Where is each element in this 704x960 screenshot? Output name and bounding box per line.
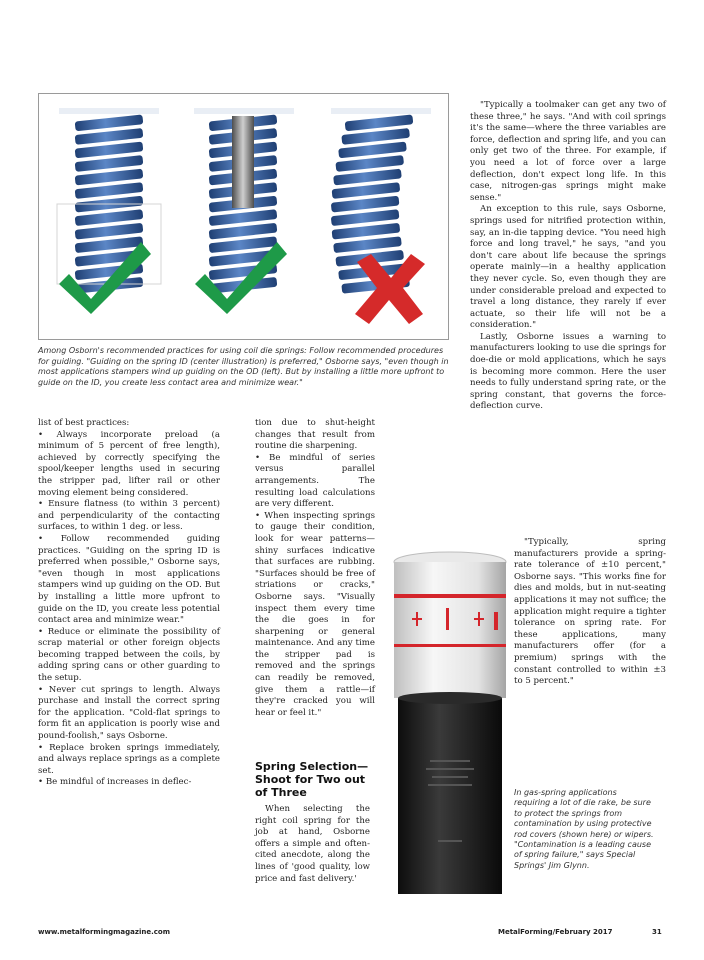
photo-caption: In gas-spring applications requiring a lot of die rake, be sure to protect the springs from contamination by using protective rod covers (shown here) or wipers. "Contamination is a leading cause of spring failure," says Special Springs' Jim Glynn. [514,788,654,870]
spring-coil [332,223,401,240]
page-number: 31 [652,928,662,936]
spring-coil [75,236,144,253]
body-paragraph: When selecting the right coil spring for the job at hand, Osborne offers a simple and often-cited anecdote, along the lines of 'good quality, low price and fast delivery.' [255,804,370,884]
body-paragraph: tion due to shut-height changes that result from routine die sharpening. [255,418,375,452]
spring-coil [209,236,278,253]
bullet-paragraph: • When inspecting springs to gauge their condition, look for wear patterns—shiny surfaces indicative that surfaces are rubbing. "Surfaces should be free of striations or cracks," Osborne says. "Visually inspect them every time the die goes in for sharpening or general maintenance. And any time the stripper pad is removed and the springs can readily be removed, give them a rattle—if they're cracked you will hear or feel it." [255,511,375,720]
article-column-middle-continued [255,804,370,885]
footer-url: www.metalformingmagazine.com [38,928,170,936]
spring-illustrations [39,94,448,339]
spring-guiding-figure [38,93,449,340]
article-column-right-wrap [514,537,666,688]
spring-coil [75,169,144,186]
figure-caption: Among Osborn's recommended practices for using coil die springs: Follow recommended procedures for guiding. "Guiding on the spring ID (center illustration) is preferred," Osborne says, "even though in most applications stampers wind up guiding on the OD (left). But by installing a little more upfront to guide on the ID, you create less contact area and minimize wear." [38,346,449,387]
cylinder-top-edge [398,692,502,704]
article-column-middle [255,418,375,719]
spring-coil [332,182,401,199]
body-paragraph: An exception to this rule, says Osborne, springs used for nitrified protection within, say, an in-die tapping device. "You need high force and long travel," he says, "and you don't care about life because the springs operate mainly—in a healthy application they never cycle. So, even though they are under considerable preload and expected to travel a long distance, they rarely if ever actuate, so their life will not be a consideration." [470,204,666,331]
top-plate-center [194,108,294,114]
body-paragraph: "Typically, spring manufacturers provide a spring-rate tolerance of ±10 percent," Osborne says. "This works fine for dies and molds, but in nut-seating applications it may not suffice; the application might require a tighter tolerance on spring rate. For these applications, many manufacturers offer (for a premium) springs with the constant controlled to within ±3 to 5 percent." [514,537,666,687]
red-band [394,594,506,598]
body-paragraph: "Typically a toolmaker can get any two of these three," he says. "And with coil springs it's the same—where the three variables are force, deflection and spring life, and you can only get two of the three. For example, if you need a lot of force over a large deflection, don't expect long life. In this case, nitrogen-gas springs might make sense." [470,100,666,203]
bullet-paragraph: • Be mindful of increases in deflec- [38,777,220,789]
gas-spring-photo [390,548,510,900]
rod-cover [394,562,506,698]
section-subheading: Spring Selection—Shoot for Two out of Three [255,760,369,799]
gas-spring-drawing [390,548,510,900]
article-column-right [470,100,666,413]
bullet-paragraph: • Reduce or eliminate the possibility of scrap material or other foreign objects becoming trapped between the coils, by adding spring cans or other guarding to the setup. [38,627,220,685]
spring-coil [75,209,144,226]
bullet-paragraph: • Never cut springs to length. Always purchase and install the correct spring for the application. "Cold-flat springs to form fit an application is poorly wise and pound-foolish," says Osborne. [38,685,220,743]
red-band [394,644,506,647]
bullet-paragraph: • Replace broken springs immediately, and always replace springs as a complete set. [38,743,220,778]
spring-coil [209,223,278,240]
body-paragraph: Lastly, Osborne issues a warning to manufacturers looking to use die springs for doe-die or mold applications, which he says is becoming more common. Here the user needs to fully understand spring rate, or the spring constant, that governs the force-deflection curve. [470,331,666,412]
spring-coil [333,236,402,253]
footer-issue: MetalForming/February 2017 [498,928,613,936]
spring-coil [331,196,400,213]
spring-coil [331,209,400,226]
bullet-paragraph: • Always incorporate preload (a minimum of 5 percent of free length), achieved by correctly specifying the spool/keeper lengths used in securing the stripper pad, lifter rail or other moving element being considered. [38,430,220,500]
spring-coil [75,223,144,240]
guide-rod [232,116,254,208]
spring-coil [75,128,144,145]
spring-coil [75,182,144,199]
bullet-paragraph: • Ensure flatness (to within 3 percent) and perpendicularity of the contacting surfaces, to within 1 deg. or less. [38,499,220,534]
article-column-left [38,418,220,789]
bullet-paragraph: • Be mindful of series versus parallel arrangements. The resulting load calculations are very different. [255,453,375,511]
top-plate-right [331,108,431,114]
top-plate-left [59,108,159,114]
spring-coil [209,209,278,226]
body-paragraph: list of best practices: [38,418,130,428]
spring-coil [75,114,144,131]
spring-coil [75,155,144,172]
bullet-paragraph: • Follow recommended guiding practices. "Guiding on the spring ID is preferred when possible," Osborne says, "even though in most applications stampers wind up guiding on the OD. But by installing a little more upfront to guide on the ID, you create less potential contact area and minimize wear." [38,534,220,627]
spring-coil [75,142,144,159]
cylinder-body [398,698,502,894]
